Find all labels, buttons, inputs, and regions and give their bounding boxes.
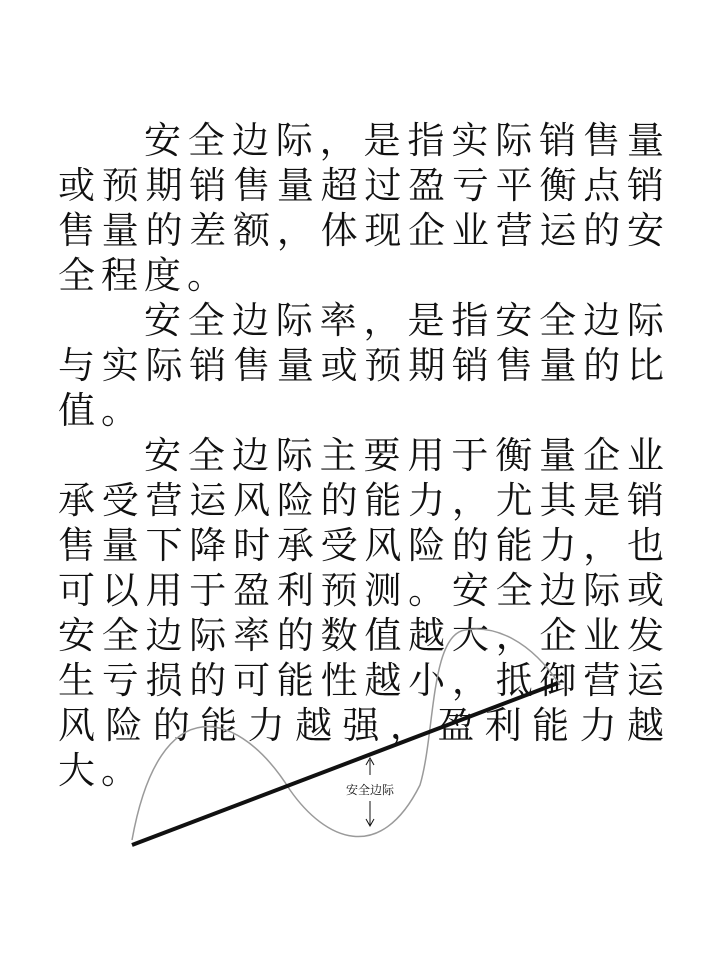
safety-margin-diagram [120, 615, 580, 865]
diagram-canvas [120, 615, 580, 865]
wave-curve [132, 629, 560, 840]
diagram-label: 安全边际 [345, 783, 395, 797]
paragraph-usage: 安全边际主要用于衡量企业承受营运风险的能力，尤其是销售量下降时承受风险的能力，也可以用于盈利预测。安全边际或安全边际率的数值越大，企业发生亏损的可能性越小，抵御营运风险的能力越强，盈利能力越大。 [58, 434, 670, 792]
trend-line [132, 683, 558, 845]
paragraph-rate: 安全边际率，是指安全边际与实际销售量或预期销售量的比值。 [58, 299, 670, 432]
paragraph-definition: 安全边际，是指实际销售量或预期销售量超过盈亏平衡点销售量的差额，体现企业营运的安全程度。 [58, 119, 670, 297]
